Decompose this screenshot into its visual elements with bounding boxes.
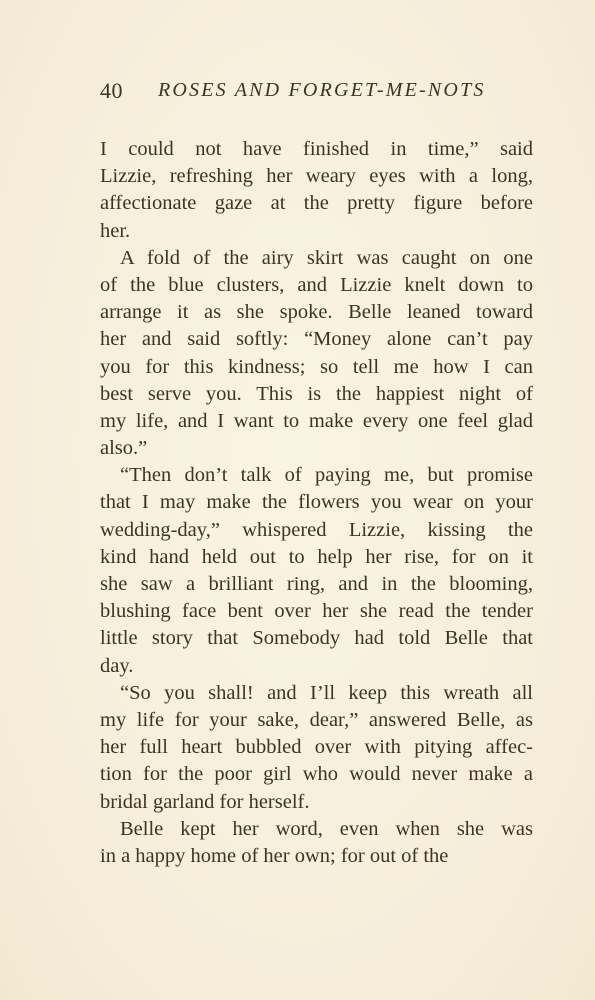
text-line: “So you shall! and I’ll keep this wreath all bbox=[120, 681, 533, 704]
paragraph bbox=[100, 136, 533, 245]
text-line: tion for the poor girl who would never make a bbox=[100, 763, 533, 786]
paragraph bbox=[100, 680, 533, 816]
paragraph bbox=[100, 816, 533, 870]
text-line: my life, and I want to make every one feel glad bbox=[100, 409, 533, 432]
text-line: I could not have finished in time,” said bbox=[100, 138, 533, 160]
text-line: also.” bbox=[100, 437, 148, 460]
text-line: blushing face bent over her she read the tender bbox=[100, 600, 533, 623]
page-number: 40 bbox=[100, 78, 123, 103]
paragraph bbox=[100, 462, 533, 680]
text-line: my life for your sake, dear,” answered Belle, as bbox=[100, 708, 533, 731]
text-line: bridal garland for herself. bbox=[100, 790, 310, 813]
text-line: best serve you. This is the happiest night of bbox=[100, 382, 533, 405]
text-line: kind hand held out to help her rise, for on it bbox=[100, 545, 533, 568]
paragraph bbox=[100, 245, 533, 463]
text-line: arrange it as she spoke. Belle leaned toward bbox=[100, 301, 533, 324]
text-line: she saw a brilliant ring, and in the blooming, bbox=[100, 573, 533, 595]
text-line: you for this kindness; so tell me how I can bbox=[100, 355, 533, 378]
text-line: wedding-day,” whispered Lizzie, kissing the bbox=[100, 518, 533, 541]
text-line: A fold of the airy skirt was caught on one bbox=[120, 246, 533, 269]
text-line: Belle kept her word, even when she was bbox=[120, 817, 533, 840]
text-line: in a happy home of her own; for out of the bbox=[100, 844, 449, 867]
text-line: little story that Somebody had told Belle that bbox=[100, 627, 533, 650]
text-line: affectionate gaze at the pretty figure before bbox=[100, 192, 533, 215]
text-line: that I may make the flowers you wear on your bbox=[100, 491, 533, 514]
running-head: ROSES AND FORGET-ME-NOTS bbox=[158, 79, 486, 101]
text-line: Lizzie, refreshing her weary eyes with a long, bbox=[100, 165, 533, 188]
text-line: of the blue clusters, and Lizzie knelt down to bbox=[100, 273, 533, 296]
text-line: her full heart bubbled over with pitying affec- bbox=[100, 736, 533, 759]
text-line: “Then don’t talk of paying me, but promise bbox=[120, 464, 533, 487]
page-header bbox=[100, 78, 536, 108]
body-text bbox=[100, 136, 533, 870]
text-line: her. bbox=[100, 219, 131, 242]
text-line: day. bbox=[100, 654, 134, 677]
text-line: her and said softly: “Money alone can’t pay bbox=[100, 328, 533, 351]
